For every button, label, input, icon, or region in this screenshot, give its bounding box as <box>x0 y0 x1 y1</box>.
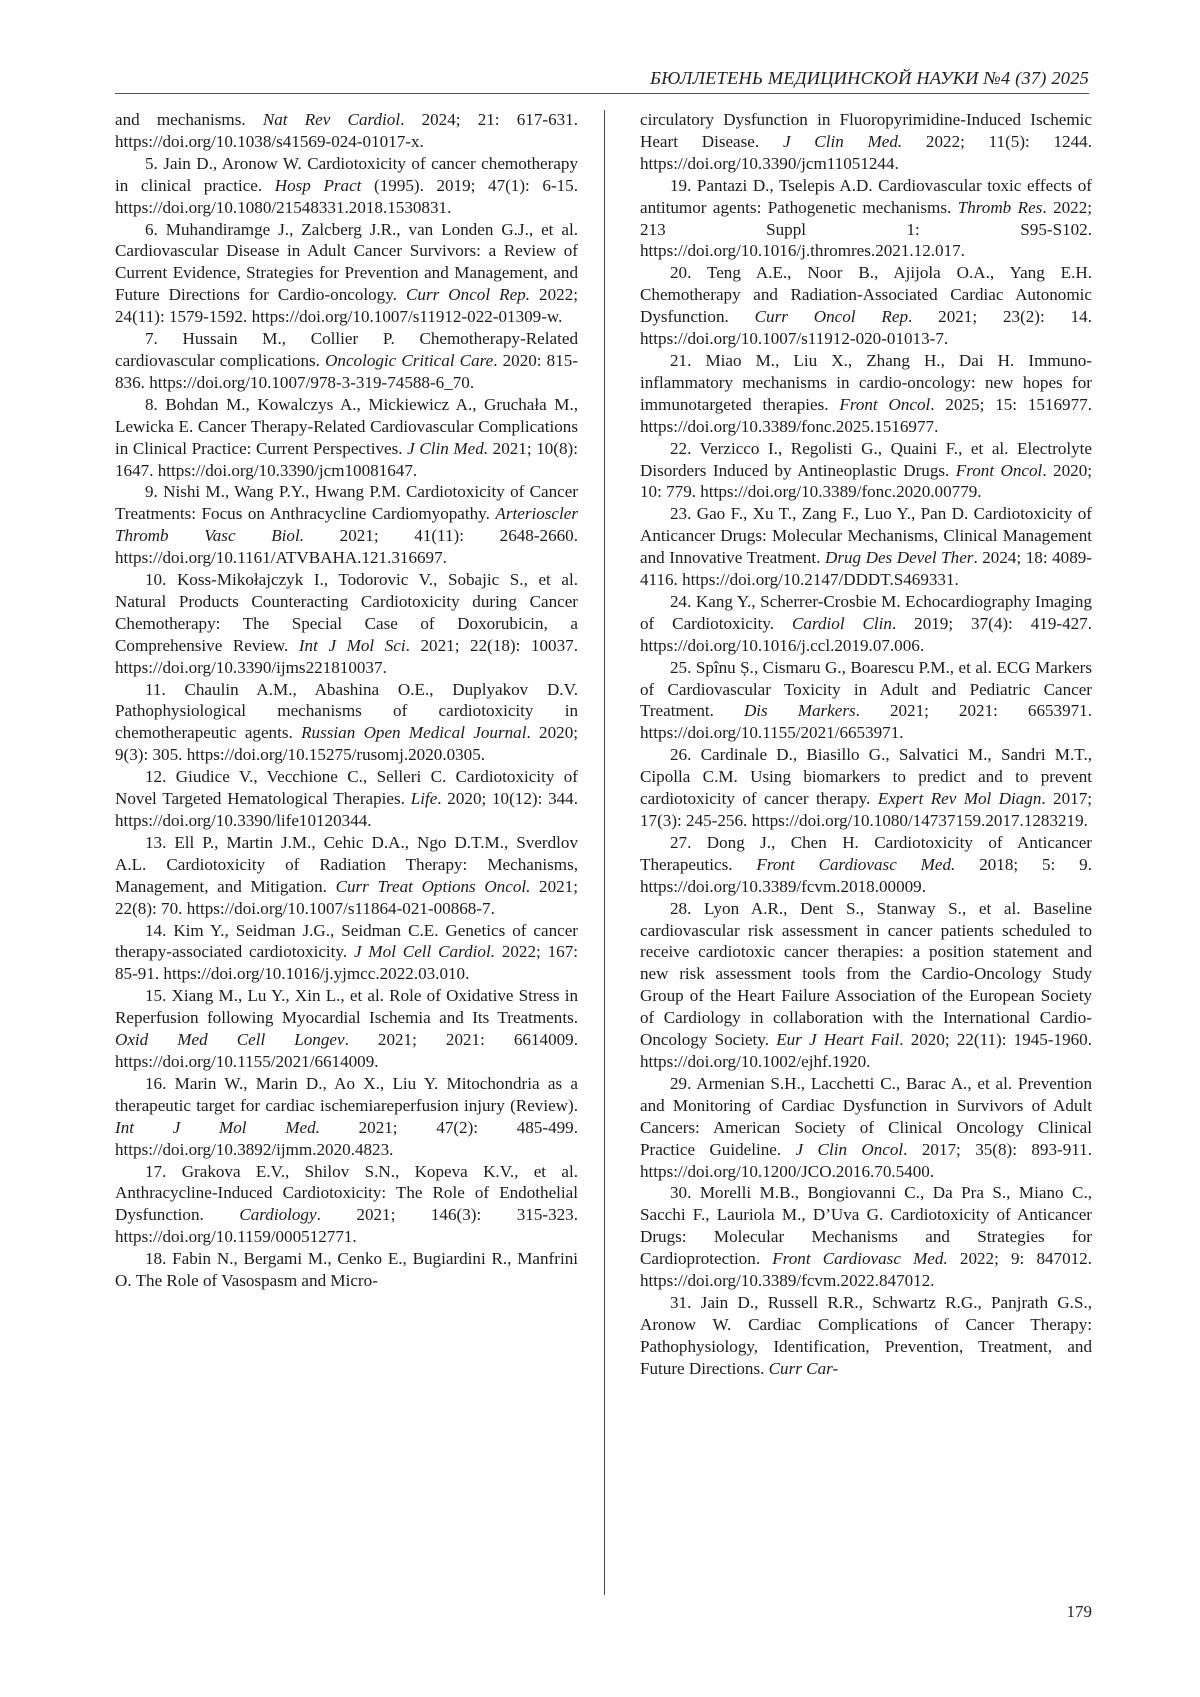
journal-name: J Clin Med. <box>407 438 489 458</box>
reference-ref-23 <box>640 503 1092 591</box>
reference-ref-25 <box>640 657 1092 745</box>
column-divider <box>604 110 605 1595</box>
reference-ref-29 <box>640 1073 1092 1183</box>
reference-text: 5. Jain D., Aronow W. Cardiotoxicity of cancer chemotherapy in clinical practice. <box>115 153 578 195</box>
reference-details: . 2024; 18: 4089-4116. https://doi.org/10.2147/DDDT.S469331. <box>640 548 1092 590</box>
journal-name: Thromb Res <box>957 197 1043 217</box>
journal-name: Drug Des Devel Ther <box>825 548 974 568</box>
references-column-right <box>640 109 1092 1380</box>
reference-details: . 2020; 10(12): 344. https://doi.org/10.3390/life10120344. <box>115 789 578 830</box>
reference-ref-21 <box>640 350 1092 438</box>
reference-details: 2021; 47(2): 485-499. https://doi.org/10.3892/ijmm.2020.4823. <box>115 1117 579 1159</box>
reference-ref-19 <box>640 175 1092 263</box>
journal-name: Int J Mol Med. <box>115 1117 320 1137</box>
reference-details: . 2021; 22(18): 10037. https://doi.org/10.3390/ijms221810037. <box>115 635 578 677</box>
reference-details: . 2021; 2021: 6653971. https://doi.org/10.1155/2021/6653971. <box>640 701 1093 743</box>
reference-details: . 2020: 815-836. https://doi.org/10.1007/978-3-319-74588-6_70. <box>115 350 579 392</box>
reference-ref-24 <box>640 591 1092 657</box>
reference-details: 2022; 9: 847012. https://doi.org/10.3389/fcvm.2022.847012. <box>640 1249 1093 1291</box>
journal-name: Cardiology <box>239 1205 317 1225</box>
reference-ref-30 <box>640 1182 1092 1292</box>
reference-text: 6. Muhandiramge J., Zalcberg J.R., van Londen G.J., et al. Cardiovascular Disease in Adult Cancer Survivors: a Review of Current Evidence, Strategies for Prevention and Management, and Future Directions for Cardio-oncology. <box>115 219 578 305</box>
reference-ref-18-cont <box>640 109 1092 175</box>
reference-details: . 2021; 23(2): 14. https://doi.org/10.1007/s11912-020-01013-7. <box>640 307 1092 349</box>
journal-name: Front Cardiovasc Med. <box>772 1249 948 1269</box>
reference-details: . 2020; 9(3): 305. https://doi.org/10.15275/rusomj.2020.0305. <box>115 723 578 765</box>
journal-name: Int J Mol Sci <box>298 635 406 655</box>
reference-text: 12. Giudice V., Vecchione C., Selleri C. Cardiotoxicity of Novel Targeted Hematological Therapies. <box>115 767 578 809</box>
reference-text: and mechanisms. <box>115 110 263 129</box>
journal-name: Nat Rev Cardiol <box>262 110 401 129</box>
reference-details: . 2022; 213 Suppl 1: S95-S102. https://doi.org/10.1016/j.thromres.2021.12.017. <box>640 197 1093 261</box>
reference-details: . 2020; 22(11): 1945-1960. https://doi.org/10.1002/ejhf.1920. <box>640 1030 1093 1071</box>
reference-details: . 2021; 146(3): 315-323. https://doi.org/10.1159/000512771. <box>115 1205 578 1247</box>
reference-text: 20. Teng A.E., Noor B., Ajijola O.A., Yang E.H. Chemotherapy and Radiation-Associated Cardiac Autonomic Dysfunction. <box>640 263 1092 327</box>
reference-details: 2022; 24(11): 1579-1592. https://doi.org/10.1007/s11912-022-01309-w. <box>115 285 578 327</box>
running-header <box>115 67 1089 89</box>
reference-text: 13. Ell P., Martin J.M., Cehic D.A., Ngo D.T.M., Sverdlov A.L. Cardiotoxicity of Radiation Therapy: Mechanisms, Management, and Mitigation. <box>115 832 578 896</box>
reference-ref-9 <box>115 481 578 569</box>
reference-ref-31 <box>640 1292 1092 1380</box>
reference-ref-5 <box>115 153 578 219</box>
reference-text: 26. Cardinale D., Biasillo G., Salvatici M., Sandri M.T., Cipolla C.M. Using biomarkers to predict and to prevent cardiotoxicity of cancer therapy. <box>640 745 1092 809</box>
reference-text: 15. Xiang M., Lu Y., Xin L., et al. Role of Oxidative Stress in Reperfusion following Myocardial Ischemia and Its Treatments. <box>115 986 578 1028</box>
reference-details: 2021; 41(11): 2648-2660. https://doi.org/10.1161/ATVBAHA.121.316697. <box>115 526 578 568</box>
reference-details: . 2017; 35(8): 893-911. https://doi.org/10.1200/JCO.2016.70.5400. <box>640 1139 1092 1181</box>
journal-name: Arterioscler Thromb Vasc Biol. <box>115 504 578 546</box>
reference-text: circulatory Dysfunction in Fluoropyrimidine-Induced Ischemic Heart Disease. <box>640 110 1092 151</box>
reference-details: 2022; 11(5): 1244. https://doi.org/10.3390/jcm11051244. <box>640 131 1092 173</box>
reference-details: . 2017; 17(3): 245-256. https://doi.org/10.1080/14737159.2017.1283219. <box>640 789 1092 830</box>
reference-ref-22 <box>640 438 1092 504</box>
journal-name: Curr Oncol Rep <box>754 307 909 327</box>
reference-text: 16. Marin W., Marin D., Ao X., Liu Y. Mitochondria as a therapeutic target for cardiac ischemiareperfusion injury (Review). <box>115 1073 578 1115</box>
reference-text: 28. Lyon A.R., Dent S., Stanway S., et al. Baseline cardiovascular risk assessment in cancer patients scheduled to receive cardiotoxic cancer therapies: a position statement and new risk assessment tools from the Cardio-Oncology Study Group of the Heart Failure Association of the European Society of Cardiology in collaboration with the International Cardio-Oncology Society. <box>640 898 1092 1050</box>
reference-ref-16 <box>115 1073 578 1161</box>
reference-text: 23. Gao F., Xu T., Zang F., Luo Y., Pan D. Cardiotoxicity of Anticancer Drugs: Molecular Mechanisms, Clinical Management and Innovative Treatment. <box>640 504 1092 568</box>
journal-name: Curr Treat Options Oncol. <box>335 876 531 896</box>
reference-ref-27 <box>640 832 1092 898</box>
reference-ref-6 <box>115 219 578 329</box>
journal-name: J Clin Oncol <box>795 1139 904 1159</box>
reference-details: 2021; 10(8): 1647. https://doi.org/10.3390/jcm10081647. <box>115 438 578 480</box>
journal-name: Curr Oncol Rep. <box>406 285 530 305</box>
journal-name: Expert Rev Mol Diagn <box>877 789 1042 809</box>
reference-ref-20 <box>640 262 1092 350</box>
reference-ref-18 <box>115 1248 578 1292</box>
reference-ref-8 <box>115 394 578 482</box>
reference-text: 30. Morelli M.B., Bongiovanni C., Da Pra S., Miano C., Sacchi F., Lauriola M., D’Uva G. Cardiotoxicity of Anticancer Drugs: Molecular Mechanisms and Strategies for Cardioprotection. <box>640 1183 1092 1269</box>
reference-text: 29. Armenian S.H., Lacchetti C., Barac A., et al. Prevention and Monitoring of Cardiac Dysfunction in Survivors of Adult Cancers: American Society of Clinical Oncology Clinical Practice Guideline. <box>640 1073 1092 1159</box>
page-number: 179 <box>1066 1602 1092 1621</box>
reference-text: 21. Miao M., Liu X., Zhang H., Dai H. Immuno-inflammatory mechanisms in cardio-oncology: new hopes for immunotargeted therapies. <box>640 350 1092 414</box>
reference-text: 27. Dong J., Chen H. Cardiotoxicity of Anticancer Therapeutics. <box>640 832 1092 874</box>
journal-name: J Clin Med. <box>782 131 903 151</box>
journal-name: Eur J Heart Fail <box>776 1030 900 1050</box>
reference-ref-10 <box>115 569 578 679</box>
journal-name: Life <box>410 789 438 809</box>
reference-ref-14 <box>115 920 578 986</box>
reference-ref-4-cont <box>115 109 578 153</box>
reference-ref-26 <box>640 744 1092 832</box>
journal-name: Oncologic Critical Care <box>325 350 494 370</box>
reference-details: . 2025; 15: 1516977. https://doi.org/10.3389/fonc.2025.1516977. <box>640 394 1092 436</box>
reference-ref-11 <box>115 679 578 767</box>
reference-text: 10. Koss-Mikołajczyk I., Todorovic V., Sobajic S., et al. Natural Products Counteracting Cardiotoxicity during Cancer Chemotherapy: The Special Case of Doxorubicin, a Comprehensive Review. <box>115 570 578 655</box>
reference-text: 7. Hussain M., Collier P. Chemotherapy-Related cardiovascular complications. <box>115 329 578 370</box>
reference-text: 8. Bohdan M., Kowalczys A., Mickiewicz A., Gruchała M., Lewicka E. Cancer Therapy-Related Cardiovascular Complications in Clinical Practice: Current Perspectives. <box>115 394 578 458</box>
journal-name: Russian Open Medical Journal <box>301 723 527 743</box>
reference-ref-7 <box>115 328 578 394</box>
references-column-left <box>115 109 578 1292</box>
reference-ref-28 <box>640 898 1092 1073</box>
journal-name: Front Cardiovasc Med. <box>756 854 956 874</box>
reference-text: 17. Grakova E.V., Shilov S.N., Kopeva K.V., et al. Anthracycline-Induced Cardiotoxicity: The Role of Endothelial Dysfunction. <box>115 1161 578 1225</box>
reference-text: 19. Pantazi D., Tselepis A.D. Cardiovascular toxic effects of antitumor agents: Pathogenetic mechanisms. <box>640 175 1092 217</box>
reference-text: 25. Spînu Ș., Cismaru G., Boarescu P.M., et al. ECG Markers of Cardiovascular Toxicity in Adult and Pediatric Cancer Treatment. <box>640 657 1092 721</box>
reference-details: . 2020; 10: 779. https://doi.org/10.3389/fonc.2020.00779. <box>640 460 1092 502</box>
reference-text: 18. Fabin N., Bergami M., Cenko E., Bugiardini R., Manfrini O. The Role of Vasospasm and Micro- <box>115 1249 578 1291</box>
reference-text: 14. Kim Y., Seidman J.G., Seidman C.E. Genetics of cancer therapy-associated cardiotoxicity. <box>115 920 578 962</box>
reference-details: 2018; 5: 9. https://doi.org/10.3389/fcvm.2018.00009. <box>640 854 1092 896</box>
journal-title: БЮЛЛЕТЕНЬ МЕДИЦИНСКОЙ НАУКИ №4 (37) 2025 <box>650 68 1089 88</box>
journal-name: Dis Markers <box>743 701 856 721</box>
reference-text: 31. Jain D., Russell R.R., Schwartz R.G., Panjrath G.S., Aronow W. Cardiac Complications of Cancer Therapy: Pathophysiology, Identification, Prevention, Treatment, and Future Directions. <box>640 1292 1092 1378</box>
reference-ref-15 <box>115 985 578 1073</box>
journal-name: Hosp Pract <box>274 175 362 195</box>
journal-name: Curr Car- <box>768 1358 839 1378</box>
reference-details: . 2021; 2021: 6614009. https://doi.org/10.1155/2021/6614009. <box>115 1030 578 1071</box>
reference-text: 11. Chaulin A.M., Abashina O.E., Duplyakov D.V. Pathophysiological mechanisms of cardiotoxicity in chemotherapeutic agents. <box>115 679 578 743</box>
header-rule <box>115 93 1089 94</box>
journal-name: Cardiol Clin <box>792 613 892 633</box>
reference-ref-12 <box>115 766 578 832</box>
reference-text: 9. Nishi M., Wang P.Y., Hwang P.M. Cardiotoxicity of Cancer Treatments: Focus on Anthracycline Cardiomyopathy. <box>115 482 578 524</box>
reference-details: (1995). 2019; 47(1): 6-15. https://doi.org/10.1080/21548331.2018.1530831. <box>115 175 578 217</box>
journal-name: J Mol Cell Cardiol. <box>353 942 495 962</box>
journal-name: Front Oncol <box>839 394 931 414</box>
reference-details: 2022; 167: 85-91. https://doi.org/10.1016/j.yjmcc.2022.03.010. <box>115 942 578 984</box>
journal-name: Oxid Med Cell Longev <box>115 1030 345 1050</box>
reference-text: 24. Kang Y., Scherrer-Crosbie M. Echocardiography Imaging of Cardiotoxicity. <box>640 591 1092 633</box>
reference-details: 2021; 22(8): 70. https://doi.org/10.1007/s11864-021-00868-7. <box>115 876 578 918</box>
reference-ref-17 <box>115 1161 578 1249</box>
reference-details: . 2024; 21: 617-631. https://doi.org/10.1038/s41569-024-01017-x. <box>115 110 578 151</box>
reference-details: . 2019; 37(4): 419-427. https://doi.org/10.1016/j.ccl.2019.07.006. <box>640 613 1092 655</box>
journal-name: Front Oncol <box>955 460 1043 480</box>
reference-text: 22. Verzicco I., Regolisti G., Quaini F., et al. Electrolyte Disorders Induced by Antineoplastic Drugs. <box>640 438 1092 480</box>
reference-ref-13 <box>115 832 578 920</box>
